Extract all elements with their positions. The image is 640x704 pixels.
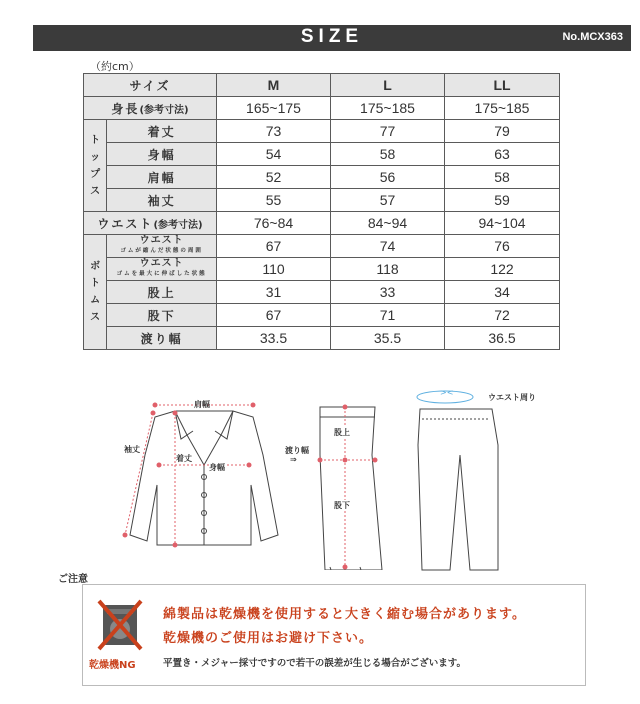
row-label: 着丈 bbox=[107, 120, 217, 143]
size-label: サイズ bbox=[84, 74, 217, 97]
table-cell: 63 bbox=[445, 143, 560, 166]
table-cell: 165~175 bbox=[217, 97, 331, 120]
table-cell: 55 bbox=[217, 189, 331, 212]
table-row bbox=[84, 327, 560, 350]
height-row bbox=[84, 97, 560, 120]
tops-category: ト ッ プ ス bbox=[84, 120, 107, 212]
table-row bbox=[84, 189, 560, 212]
unit-label: （約cm） bbox=[90, 60, 140, 73]
size-title: SIZE bbox=[300, 26, 364, 47]
size-table bbox=[83, 73, 560, 350]
sleeve-label: 袖丈 bbox=[124, 445, 140, 454]
row-label: 袖丈 bbox=[107, 189, 217, 212]
waist-row bbox=[84, 212, 560, 235]
size-header-row bbox=[84, 74, 560, 97]
table-cell: 58 bbox=[445, 166, 560, 189]
size-m: M bbox=[217, 74, 331, 97]
row-label: 肩幅 bbox=[107, 166, 217, 189]
table-cell: 74 bbox=[331, 235, 445, 258]
row-label: 股下 bbox=[107, 304, 217, 327]
row-label: 渡り幅 bbox=[107, 327, 217, 350]
table-cell: 58 bbox=[331, 143, 445, 166]
table-cell: 79 bbox=[445, 120, 560, 143]
table-row bbox=[84, 281, 560, 304]
waist-label: ウエスト(参考寸法) bbox=[84, 212, 217, 235]
size-ll: LL bbox=[445, 74, 560, 97]
table-cell: 77 bbox=[331, 120, 445, 143]
notes-title: ご注意 bbox=[58, 574, 88, 585]
row-label: ウエスト ゴムを最大に伸ばした状態 bbox=[107, 258, 217, 281]
table-cell: 52 bbox=[217, 166, 331, 189]
shoulder-label: 肩幅 bbox=[194, 400, 210, 409]
size-l: L bbox=[331, 74, 445, 97]
table-cell: 118 bbox=[331, 258, 445, 281]
row-label: 身幅 bbox=[107, 143, 217, 166]
pants-side-diagram bbox=[300, 395, 390, 570]
table-row bbox=[84, 166, 560, 189]
table-cell: 54 bbox=[217, 143, 331, 166]
table-row bbox=[84, 143, 560, 166]
length-label: 着丈 bbox=[176, 454, 192, 463]
table-row bbox=[84, 120, 560, 143]
table-cell: 35.5 bbox=[331, 327, 445, 350]
thigh-label: 渡り幅 bbox=[285, 446, 309, 455]
pants-front-diagram bbox=[410, 385, 510, 575]
shirt-diagram bbox=[115, 395, 285, 555]
table-cell: 71 bbox=[331, 304, 445, 327]
table-cell: 57 bbox=[331, 189, 445, 212]
table-cell: 175~185 bbox=[445, 97, 560, 120]
table-cell: 72 bbox=[445, 304, 560, 327]
table-row bbox=[84, 235, 560, 258]
row-label: ウエスト ゴムが縮んだ状態の周囲 bbox=[107, 235, 217, 258]
table-cell: 84~94 bbox=[331, 212, 445, 235]
size-header bbox=[33, 25, 631, 51]
table-row bbox=[84, 304, 560, 327]
table-cell: 76 bbox=[445, 235, 560, 258]
notice-box bbox=[82, 584, 586, 686]
height-label: 身長(参考寸法) bbox=[84, 97, 217, 120]
table-row bbox=[84, 258, 560, 281]
table-cell: 67 bbox=[217, 304, 331, 327]
table-cell: 56 bbox=[331, 166, 445, 189]
notice-line-2: 乾燥機のご使用はお避け下さい。 bbox=[163, 631, 374, 646]
table-cell: 33 bbox=[331, 281, 445, 304]
table-cell: 67 bbox=[217, 235, 331, 258]
table-cell: 34 bbox=[445, 281, 560, 304]
table-cell: 36.5 bbox=[445, 327, 560, 350]
table-cell: 175~185 bbox=[331, 97, 445, 120]
bottoms-category: ボ ト ム ス bbox=[84, 235, 107, 350]
dryer-ng-icon bbox=[95, 595, 145, 653]
waist-around-label: ウエスト周り bbox=[488, 393, 536, 402]
svg-text:><: >< bbox=[440, 388, 454, 397]
row-label: 股上 bbox=[107, 281, 217, 304]
notice-line-3: 平置き・メジャー採寸ですので若干の誤差が生じる場合がございます。 bbox=[163, 658, 467, 669]
table-cell: 59 bbox=[445, 189, 560, 212]
dryer-ng-label: 乾燥機NG bbox=[89, 660, 136, 671]
table-cell: 110 bbox=[217, 258, 331, 281]
inseam-label: 股下 bbox=[334, 501, 350, 510]
notice-line-1: 綿製品は乾燥機を使用すると大きく縮む場合があります。 bbox=[163, 607, 526, 622]
table-cell: 33.5 bbox=[217, 327, 331, 350]
product-code: No.MCX363 bbox=[562, 31, 623, 43]
table-cell: 76~84 bbox=[217, 212, 331, 235]
table-cell: 94~104 bbox=[445, 212, 560, 235]
thigh-arrow: ⇒ bbox=[290, 455, 297, 464]
rise-label: 股上 bbox=[334, 428, 350, 437]
body-width-label: 身幅 bbox=[209, 463, 225, 472]
table-cell: 73 bbox=[217, 120, 331, 143]
table-cell: 122 bbox=[445, 258, 560, 281]
table-cell: 31 bbox=[217, 281, 331, 304]
